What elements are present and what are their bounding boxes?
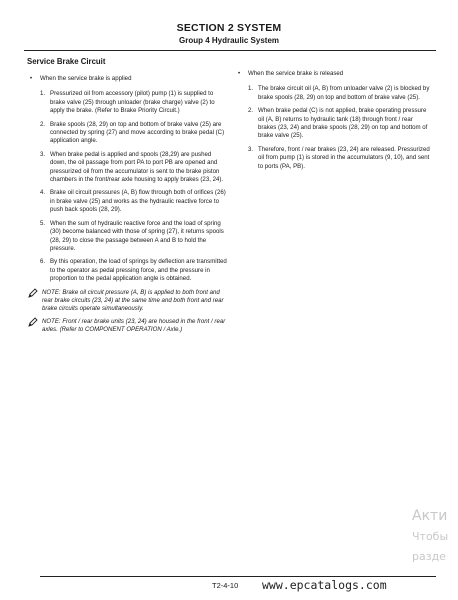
step-text: Pressurized oil from accessory (pilot) pump (1) is supplied to brake valve (25) through unloader (brake charge) valve (2) to apply the brake. (Refer to Brake Priority Circuit.) [50, 90, 215, 115]
list-item [40, 189, 228, 214]
step-text: When brake pedal is applied and spools (28,29) are pushed down, the oil passage from port PA to port PB are opened and pressurized oil from the accumulator is sent to the brake piston chambers in the front/rear axle housing to apply brakes (23, 24). [50, 150, 224, 184]
note-text: Front / rear brake units (23, 24) are housed in the front / rear axles. (Refer to COMPONENT OPERATION / Axle.) [42, 317, 226, 334]
list-item [40, 121, 228, 146]
list-item [40, 151, 228, 185]
step-text: By this operation, the load of springs by deflection are transmitted to the operator as pedal pressing force, and the pressure in proportion to the pedal application angle is obtained. [50, 258, 227, 283]
step-number: 4. [40, 189, 46, 197]
list-item [40, 258, 228, 283]
list-item [40, 90, 228, 115]
applied-steps [28, 90, 228, 283]
released-steps [236, 85, 432, 171]
activation-watermark-line1: Акти [412, 508, 448, 524]
site-watermark: www.epcatalogs.com [262, 578, 387, 592]
note-text: Brake oil circuit pressure (A, B) is applied to both front and rear brake circuits (23, 24) at the same time and both front and rear brake circuits operate simultaneously. [42, 288, 224, 313]
note-label: NOTE: [42, 317, 61, 325]
bullet-dot: • [238, 71, 241, 77]
step-text: Therefore, front / rear brakes (23, 24) are released. Pressurized oil from pump (1) is stored in the accumulators (9, 10), and sent to ports (PA, PB). [258, 145, 430, 170]
step-number: 1. [40, 90, 46, 98]
released-heading-text: When the service brake is released [248, 70, 344, 77]
step-number: 6. [40, 258, 46, 266]
note-1 [28, 289, 228, 314]
step-number: 2. [40, 120, 46, 128]
note-label: NOTE: [42, 288, 61, 296]
step-number: 2. [248, 107, 254, 115]
activation-watermark-line3: разде [412, 550, 446, 563]
footer-rule [40, 576, 436, 577]
page-number: T2-4-10 [212, 581, 239, 590]
step-number: 3. [248, 145, 254, 153]
pencil-icon [28, 288, 38, 298]
list-item [248, 85, 432, 102]
section-title: SECTION 2 SYSTEM [176, 22, 282, 34]
step-text: Brake oil circuit pressures (A, B) flow through both of orifices (26) in brake valve (25) and works as the hydraulic reactive force to push back spools (28, 29). [50, 189, 226, 214]
circuit-title: Service Brake Circuit [27, 57, 106, 66]
list-item [248, 146, 432, 171]
pencil-icon [28, 317, 38, 327]
step-text: Brake spools (28, 29) on top and bottom of brake valve (25) are connected by spring (27) and move according to brake pedal (C) application angle. [50, 120, 225, 145]
step-number: 1. [248, 85, 254, 93]
list-item [248, 107, 432, 141]
bullet-dot: • [30, 76, 33, 82]
step-number: 5. [40, 219, 46, 227]
step-text: The brake circuit oil (A, B) from unloader valve (2) is blocked by brake spools (28, 29) on top and bottom of brake valve (25). [258, 85, 430, 101]
right-column [236, 70, 432, 176]
applied-heading-text: When the service brake is applied [40, 75, 132, 82]
released-heading [236, 70, 432, 78]
step-text: When brake pedal (C) is not applied, brake operating pressure oil (A, B) returns to hydraulic tank (18) through front / rear brakes (23, 24) and brake spools (28, 29) on top and bottom of brake valve (25). [258, 107, 428, 140]
step-number: 3. [40, 150, 46, 158]
header-rule [24, 50, 436, 51]
left-column [28, 75, 228, 339]
activation-watermark-line2: Чтобы [412, 530, 449, 543]
group-title: Group 4 Hydraulic System [178, 36, 280, 45]
step-text: When the sum of hydraulic reactive force and the load of spring (30) become balanced with those of spring (27), it returns spools (28, 29) to close the passage between A and B to hold the pressure. [50, 219, 224, 252]
list-item [40, 220, 228, 254]
note-2 [28, 318, 228, 335]
applied-heading [28, 75, 228, 83]
